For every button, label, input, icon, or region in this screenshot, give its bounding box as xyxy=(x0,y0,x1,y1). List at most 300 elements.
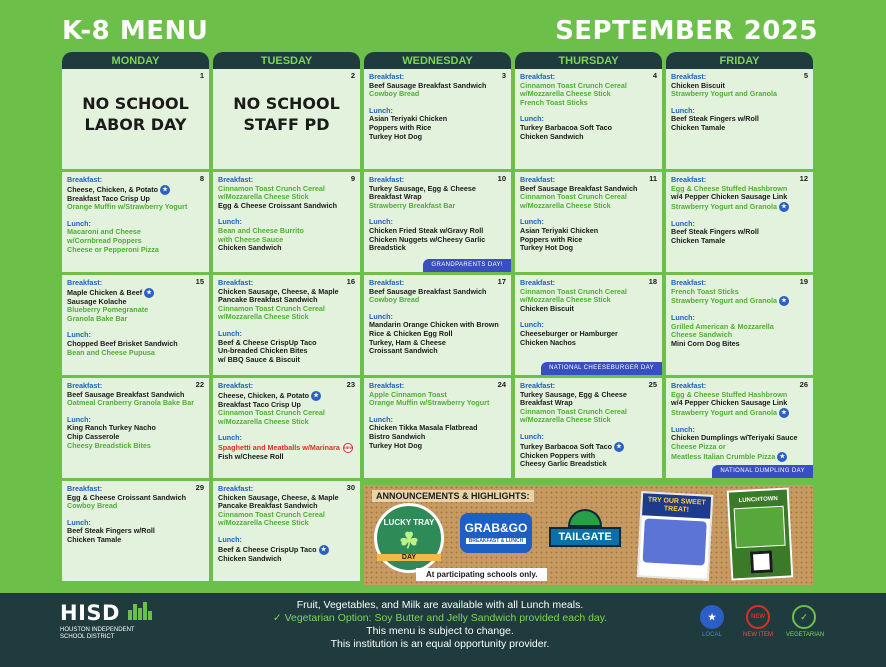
breakfast-item xyxy=(671,399,808,408)
month-title: SEPTEMBER 2025 xyxy=(555,16,818,46)
lunch-item xyxy=(369,244,506,253)
announcements-board xyxy=(364,485,813,585)
day-cell xyxy=(515,69,662,169)
breakfast-item-text: Cinnamon Toast Crunch Cereal xyxy=(520,406,627,416)
football-field-image xyxy=(734,506,786,549)
lunch-item xyxy=(520,339,657,348)
texas-icon: ★ xyxy=(779,296,789,306)
new-icon: NEW xyxy=(746,605,770,629)
day-number: 8 xyxy=(199,174,204,183)
breakfast-label: Breakfast: xyxy=(369,175,405,184)
day-header-thursday: THURSDAY xyxy=(515,52,662,69)
breakfast-item xyxy=(67,399,204,408)
footer-note-vegetarian-text: Vegetarian Option: Soy Butter and Jelly Sandwich provided each day. xyxy=(284,612,608,624)
breakfast-item xyxy=(218,418,355,427)
lunch-item-text: Mini Corn Dog Bites xyxy=(671,338,740,348)
sweet-treat-title: TRY OUR SWEET TREAT! xyxy=(642,493,711,519)
lucky-tray-label: LUCKY TRAY xyxy=(383,518,435,527)
lunch-label: Lunch: xyxy=(369,414,393,424)
day-cell xyxy=(213,481,360,581)
lunch-item-text: Rice & Chicken Egg Roll xyxy=(369,328,453,338)
breakfast-label: Breakfast: xyxy=(67,484,103,493)
lunch-item-text: Poppers with Rice xyxy=(369,122,432,132)
legend-new-item xyxy=(740,605,776,638)
breakfast-item-text: Cinnamon Toast Crunch Cereal xyxy=(520,80,627,90)
lunch-label: Lunch: xyxy=(671,218,695,228)
lunch-item-text: Macaroni and Cheese xyxy=(67,227,141,237)
day-cell xyxy=(666,275,813,375)
icon-legend xyxy=(694,605,825,638)
special-day-banner: NATIONAL DUMPLING DAY xyxy=(712,465,813,478)
lunch-item-text: Cheese Sandwich xyxy=(671,330,733,340)
breakfast-label: Breakfast: xyxy=(369,278,405,287)
breakfast-item-text: w/4 Pepper Chicken Sausage Link xyxy=(671,192,788,202)
vegetarian-icon: ✓ xyxy=(792,605,816,629)
lunch-item-text: Chicken Fried Steak w/Gravy Roll xyxy=(369,225,484,235)
lunch-item xyxy=(369,133,506,142)
lunch-label: Lunch: xyxy=(369,217,393,227)
lunch-item-text: with Cheese Sauce xyxy=(218,234,284,244)
treat-image xyxy=(643,518,707,565)
lunch-item-text: Chip Casserole xyxy=(67,431,120,441)
no-school-notice xyxy=(62,93,209,135)
no-school-line: LABOR DAY xyxy=(84,115,187,134)
breakfast-item xyxy=(67,203,204,212)
special-day-banner: GRANDPARENTS DAY! xyxy=(423,259,511,272)
texas-icon: ★ xyxy=(779,408,789,418)
lunch-item-text: Turkey Hot Dog xyxy=(369,440,422,450)
footer-note-equal-opportunity: This institution is an equal opportunity provider. xyxy=(330,638,550,650)
breakfast-item-text: Oatmeal Cranberry Granola Bake Bar xyxy=(67,398,195,408)
breakfast-item-text: w/Mozzarella Cheese Stick xyxy=(520,415,611,425)
breakfast-item xyxy=(218,202,355,211)
tailgate-title: TAILGATE xyxy=(549,527,621,547)
day-header-friday: FRIDAY xyxy=(666,52,813,69)
lunch-item-text: Cheese or Pepperoni Pizza xyxy=(67,244,159,254)
day-header-monday: MONDAY xyxy=(62,52,209,69)
breakfast-label: Breakfast: xyxy=(218,175,254,184)
lunch-item-text: Mandarin Orange Chicken with Brown xyxy=(369,320,499,330)
lunch-item xyxy=(671,237,808,246)
breakfast-item-text: Beef Sausage Breakfast Sandwich xyxy=(369,286,487,296)
breakfast-item-text: w/Mozzarella Cheese Stick xyxy=(218,518,309,528)
lunch-label: Lunch: xyxy=(67,517,91,527)
breakfast-item xyxy=(369,399,506,408)
breakfast-item-text: Breakfast Taco Crisp Up xyxy=(218,399,301,409)
texas-icon: ★ xyxy=(160,185,170,195)
day-cell xyxy=(213,69,360,169)
day-cell xyxy=(213,172,360,272)
no-school-line: STAFF PD xyxy=(243,115,330,134)
breakfast-label: Breakfast: xyxy=(520,72,556,81)
lunch-item-text: Croissant Sandwich xyxy=(369,346,438,356)
breakfast-item xyxy=(218,313,355,322)
skyline-icon xyxy=(128,602,153,625)
lunch-item-text: Chicken Tamale xyxy=(671,122,726,132)
legend-new-label: NEW ITEM xyxy=(743,632,773,638)
breakfast-item xyxy=(671,296,808,306)
day-cell xyxy=(364,275,511,375)
breakfast-label: Breakfast: xyxy=(67,175,103,184)
no-school-line: NO SCHOOL xyxy=(233,94,340,113)
lunch-item-text: Beef Steak Fingers w/Roll xyxy=(671,227,759,237)
lunch-item xyxy=(671,124,808,133)
day-number: 19 xyxy=(799,277,808,286)
day-cell xyxy=(62,481,209,581)
breakfast-label: Breakfast: xyxy=(218,484,254,493)
breakfast-label: Breakfast: xyxy=(671,72,707,81)
lunch-label: Lunch: xyxy=(520,217,544,227)
day-number: 10 xyxy=(497,174,506,183)
footer xyxy=(0,593,886,667)
grill-icon xyxy=(568,509,602,527)
lunch-item-text: Turkey Hot Dog xyxy=(369,131,422,141)
hisd-wordmark: HISD xyxy=(60,601,120,625)
day-cell xyxy=(515,172,662,272)
lunch-item-text: Chicken Tamale xyxy=(671,235,726,245)
day-cell xyxy=(666,172,813,272)
breakfast-item-text: Turkey Sausage, Egg & Cheese xyxy=(520,389,627,399)
breakfast-item-text: Cinnamon Toast Crunch Cereal xyxy=(520,286,627,296)
breakfast-item xyxy=(520,416,657,425)
breakfast-item-text: w/Mozzarella Cheese Stick xyxy=(218,192,309,202)
lunch-label: Lunch: xyxy=(67,218,91,228)
special-day-banner: NATIONAL CHEESEBURGER DAY xyxy=(541,362,662,375)
breakfast-item-text: Breakfast Taco Crisp Up xyxy=(67,193,150,203)
day-number: 25 xyxy=(648,380,657,389)
day-number: 15 xyxy=(195,277,204,286)
breakfast-item-text: Chicken Biscuit xyxy=(671,80,725,90)
lunch-item-text: w/Cornbread Poppers xyxy=(67,235,142,245)
day-cell xyxy=(213,275,360,375)
breakfast-item-text: Granola Bake Bar xyxy=(67,313,128,323)
day-number: 24 xyxy=(497,380,506,389)
day-cell xyxy=(515,275,662,375)
breakfast-item-text: Apple Cinnamon Toast xyxy=(369,389,447,399)
day-cell xyxy=(62,69,209,169)
lunch-item-text: w/ BBQ Sauce & Biscuit xyxy=(218,354,300,364)
lunch-item-text: Chicken Dumplings w/Teriyaki Sauce xyxy=(671,433,798,443)
lunch-item-text: Chicken Poppers with xyxy=(520,450,596,460)
lunch-item xyxy=(671,443,808,452)
day-cell xyxy=(666,69,813,169)
lunch-item-text: Chicken Nuggets w/Cheesy Garlic xyxy=(369,234,486,244)
lunch-item-text: Asian Teriyaki Chicken xyxy=(369,114,448,124)
breakfast-item-text: Cheese, Chicken, & Potato xyxy=(67,184,159,194)
breakfast-item-text: w/Mozzarella Cheese Stick xyxy=(218,312,309,322)
participating-schools-note: At participating schools only. xyxy=(416,568,547,581)
breakfast-item-text: Chicken Sausage, Cheese, & Maple xyxy=(218,286,339,296)
lunch-item-text: Asian Teriyaki Chicken xyxy=(520,225,599,235)
legend-local-label: LOCAL xyxy=(702,632,722,638)
lunch-item-text: Grilled American & Mozzarella xyxy=(671,321,774,331)
district-name xyxy=(60,627,153,641)
day-header-tuesday: TUESDAY xyxy=(213,52,360,69)
day-number: 1 xyxy=(199,71,204,80)
grab-and-go-logo xyxy=(460,513,532,553)
breakfast-item-text: Strawberry Breakfast Bar xyxy=(369,200,456,210)
breakfast-item-text: Orange Muffin w/Strawberry Yogurt xyxy=(67,202,188,212)
lunch-item xyxy=(671,340,808,349)
lunch-label: Lunch: xyxy=(520,431,544,441)
day-cell xyxy=(62,172,209,272)
lunch-item-text: Turkey Hot Dog xyxy=(520,243,573,253)
lunch-item xyxy=(520,244,657,253)
breakfast-item xyxy=(520,305,657,314)
day-number: 3 xyxy=(501,71,506,80)
breakfast-item-text: Turkey Sausage, Egg & Cheese xyxy=(369,183,476,193)
lunch-label: Lunch: xyxy=(369,311,393,321)
lunch-item xyxy=(67,536,204,545)
breakfast-label: Breakfast: xyxy=(218,381,254,390)
day-cell xyxy=(515,378,662,478)
texas-icon: ★ xyxy=(319,545,329,555)
breakfast-item-text: Maple Chicken & Beef xyxy=(67,287,143,297)
breakfast-label: Breakfast: xyxy=(369,381,405,390)
lunch-item-text: Fish w/Cheese Roll xyxy=(218,451,284,461)
breakfast-item-text: w/Mozzarella Cheese Stick xyxy=(520,200,611,210)
breakfast-item-text: French Toast Sticks xyxy=(671,286,739,296)
legend-vegetarian-label: VEGETARIAN xyxy=(786,632,825,638)
lunch-item-text: Bean and Cheese Burrito xyxy=(218,225,304,235)
day-cell xyxy=(364,69,511,169)
breakfast-item-text: w/4 Pepper Chicken Sausage Link xyxy=(671,398,788,408)
tailgate-logo xyxy=(549,509,621,561)
breakfast-item xyxy=(218,519,355,528)
breakfast-label: Breakfast: xyxy=(218,278,254,287)
clover-icon: ☘ xyxy=(399,528,419,553)
breakfast-label: Breakfast: xyxy=(671,175,707,184)
legend-local xyxy=(694,605,730,638)
day-number: 23 xyxy=(346,380,355,389)
breakfast-label: Breakfast: xyxy=(671,381,707,390)
lucky-day-label: DAY xyxy=(377,554,441,561)
breakfast-item xyxy=(671,408,808,418)
lunch-item-text: Chicken Sandwich xyxy=(218,243,282,253)
day-cell xyxy=(62,275,209,375)
breakfast-item-text: Breakfast Wrap xyxy=(520,398,573,408)
breakfast-item xyxy=(671,288,808,297)
lunch-item-text: Cheesy Breadstick Bites xyxy=(67,440,151,450)
breakfast-item xyxy=(369,202,506,211)
lunch-item-text: Poppers with Rice xyxy=(520,234,583,244)
day-cell xyxy=(666,378,813,478)
lunch-label: Lunch: xyxy=(369,105,393,115)
lunch-item-text: King Ranch Turkey Nacho xyxy=(67,423,156,433)
lunch-item xyxy=(218,244,355,253)
lunch-item-text: Bean and Cheese Pupusa xyxy=(67,347,155,357)
day-header-wednesday: WEDNESDAY xyxy=(364,52,511,69)
footer-note-fruit: Fruit, Vegetables, and Milk are available with all Lunch meals. xyxy=(296,599,584,611)
district-name-line2: SCHOOL DISTRICT xyxy=(60,634,115,640)
hisd-logo xyxy=(60,601,153,641)
day-number: 30 xyxy=(346,483,355,492)
lunch-item-text: Meatless Italian Crumble Pizza xyxy=(671,451,776,461)
lunch-item-text: Turkey, Ham & Cheese xyxy=(369,337,446,347)
breakfast-item-text: Beef Sausage Breakfast Sandwich xyxy=(369,80,487,90)
breakfast-label: Breakfast: xyxy=(671,278,707,287)
day-number: 18 xyxy=(648,277,657,286)
lunch-label: Lunch: xyxy=(218,217,242,227)
breakfast-item-text: Cinnamon Toast Crunch Cereal xyxy=(218,509,325,519)
footer-note-change: This menu is subject to change. xyxy=(366,625,514,637)
lunch-item xyxy=(520,460,657,469)
footer-notes xyxy=(200,599,680,651)
breakfast-item xyxy=(67,315,204,324)
day-number: 11 xyxy=(649,174,657,183)
lunch-item xyxy=(520,133,657,142)
lunch-item-text: Beef & Cheese CrispUp Taco xyxy=(218,337,317,347)
day-number: 16 xyxy=(346,277,355,286)
lunch-label: Lunch: xyxy=(520,114,544,124)
lunchtown-poster xyxy=(727,487,794,580)
day-number: 9 xyxy=(350,174,355,183)
breakfast-item-text: Egg & Cheese Stuffed Hashbrown xyxy=(671,183,788,193)
lunch-item-text: Chicken Sandwich xyxy=(218,553,282,563)
day-number: 2 xyxy=(350,71,355,80)
sweet-treat-poster xyxy=(637,491,713,581)
breakfast-item-text: Beef Sausage Breakfast Sandwich xyxy=(520,183,638,193)
lunch-label: Lunch: xyxy=(671,424,695,434)
lunch-item-text: Beef Steak Fingers w/Roll xyxy=(67,526,155,536)
lunch-item xyxy=(67,246,204,255)
page-title: K-8 MENU xyxy=(62,16,209,46)
lunch-label: Lunch: xyxy=(67,414,91,424)
breakfast-item-text: Chicken Sausage, Cheese, & Maple xyxy=(218,492,339,502)
breakfast-item-text: Breakfast Wrap xyxy=(369,192,422,202)
lunch-item xyxy=(67,442,204,451)
day-cell xyxy=(364,378,511,478)
lunch-item-text: Beef Steak Fingers w/Roll xyxy=(671,114,759,124)
lunch-label: Lunch: xyxy=(671,105,695,115)
lunch-item xyxy=(67,349,204,358)
breakfast-label: Breakfast: xyxy=(520,175,556,184)
breakfast-item-text: Pancake Breakfast Sandwich xyxy=(218,501,318,511)
day-number: 4 xyxy=(652,71,657,80)
lunch-item-text: Chicken Nachos xyxy=(520,337,576,347)
weekday-header-row xyxy=(62,52,813,69)
lunchtown-title: LUNCHTOWN xyxy=(738,496,778,505)
announcements-title: ANNOUNCEMENTS & HIGHLIGHTS: xyxy=(372,490,534,502)
lunch-item xyxy=(369,347,506,356)
lunch-item-text: Turkey Barbacoa Soft Taco xyxy=(520,122,612,132)
no-school-notice xyxy=(213,93,360,135)
breakfast-item xyxy=(520,99,657,108)
district-name-line1: HOUSTON INDEPENDENT xyxy=(60,627,135,633)
breakfast-item-text: Chicken Biscuit xyxy=(520,303,574,313)
breakfast-item-text: w/Mozzarella Cheese Stick xyxy=(218,416,309,426)
day-number: 26 xyxy=(799,380,808,389)
lunch-label: Lunch: xyxy=(67,330,91,340)
lunch-item-text: Chicken Sandwich xyxy=(520,131,584,141)
footer-note-vegetarian xyxy=(200,612,680,625)
day-cell xyxy=(213,378,360,478)
lunch-item-text: Breadstick xyxy=(369,243,406,253)
grab-and-go-title: GRAB&GO xyxy=(464,521,528,535)
breakfast-label: Breakfast: xyxy=(67,381,103,390)
breakfast-item xyxy=(369,296,506,305)
legend-vegetarian xyxy=(786,605,825,638)
breakfast-label: Breakfast: xyxy=(369,72,405,81)
breakfast-item-text: Sausage Kolache xyxy=(67,296,127,306)
day-number: 29 xyxy=(195,483,204,492)
breakfast-item-text: Cowboy Bread xyxy=(369,89,420,99)
breakfast-item-text: French Toast Sticks xyxy=(520,97,588,107)
day-number: 12 xyxy=(799,174,808,183)
day-number: 22 xyxy=(195,380,204,389)
breakfast-item-text: Blueberry Pomegranate xyxy=(67,305,149,315)
breakfast-label: Breakfast: xyxy=(67,278,103,287)
day-number: 17 xyxy=(497,277,506,286)
breakfast-item-text: Orange Muffin w/Strawberry Yogurt xyxy=(369,398,490,408)
texas-icon: ★ xyxy=(779,202,789,212)
lunch-item-text: Un-breaded Chicken Bites xyxy=(218,346,308,356)
breakfast-item-text: Egg & Cheese Croissant Sandwich xyxy=(218,200,338,210)
breakfast-item-text: Cowboy Bread xyxy=(369,295,420,305)
texas-icon: ★ xyxy=(311,391,321,401)
lunch-item-text: Turkey Barbacoa Soft Taco xyxy=(520,441,612,451)
breakfast-label: Breakfast: xyxy=(520,381,556,390)
breakfast-item xyxy=(671,202,808,212)
lunch-item-text: Chicken Tamale xyxy=(67,534,122,544)
lunch-item-text: Cheesy Garlic Breadstick xyxy=(520,459,607,469)
breakfast-item xyxy=(369,90,506,99)
lunch-item-text: Cheese Pizza or xyxy=(671,441,726,451)
lunch-item-text: Bistro Sandwich xyxy=(369,431,426,441)
breakfast-item-text: w/Mozzarella Cheese Stick xyxy=(520,89,611,99)
breakfast-item-text: Cowboy Bread xyxy=(67,501,118,511)
new-icon: NEW xyxy=(343,443,353,453)
lunch-item xyxy=(671,452,808,462)
lunch-item-text: Beef & Cheese CrispUp Taco xyxy=(218,544,317,554)
lunch-item xyxy=(369,442,506,451)
breakfast-item xyxy=(520,202,657,211)
breakfast-item-text: Cinnamon Toast Crunch Cereal xyxy=(520,192,627,202)
lunch-item-text: Chicken Tikka Masala Flatbread xyxy=(369,423,478,433)
texas-icon: ★ xyxy=(777,452,787,462)
lunch-item-text: Chopped Beef Brisket Sandwich xyxy=(67,338,178,348)
breakfast-item xyxy=(67,502,204,511)
grab-and-go-subtitle: BREAKFAST & LUNCH xyxy=(466,538,526,544)
breakfast-item-text: w/Mozzarella Cheese Stick xyxy=(520,295,611,305)
breakfast-item xyxy=(671,90,808,99)
breakfast-item-text: Egg & Cheese Croissant Sandwich xyxy=(67,492,187,502)
lunch-label: Lunch: xyxy=(671,313,695,323)
day-cell xyxy=(364,172,511,272)
lunch-item-text: Spaghetti and Meatballs w/Marinara xyxy=(218,442,340,452)
breakfast-item-text: Pancake Breakfast Sandwich xyxy=(218,295,318,305)
lunch-item xyxy=(218,356,355,365)
breakfast-item-text: Egg & Cheese Stuffed Hashbrown xyxy=(671,389,788,399)
lunch-item xyxy=(218,555,355,564)
texas-icon: ★ xyxy=(144,288,154,298)
breakfast-item-text: Strawberry Yogurt and Granola xyxy=(671,296,777,306)
breakfast-item-text: Cinnamon Toast Crunch Cereal xyxy=(218,183,325,193)
breakfast-item-text: Cinnamon Toast Crunch Cereal xyxy=(218,408,325,418)
breakfast-item-text: Strawberry Yogurt and Granola xyxy=(671,89,777,99)
breakfast-label: Breakfast: xyxy=(520,278,556,287)
texas-icon: ★ xyxy=(700,605,724,629)
qr-code-icon xyxy=(750,550,773,573)
vegetarian-icon: ✓ xyxy=(272,612,285,624)
lunch-label: Lunch: xyxy=(218,433,242,443)
lunch-item xyxy=(218,453,355,462)
lunch-label: Lunch: xyxy=(520,320,544,330)
day-cell xyxy=(62,378,209,478)
lunch-label: Lunch: xyxy=(218,328,242,338)
breakfast-item-text: Strawberry Yogurt and Granola xyxy=(671,201,777,211)
lucky-tray-day-badge xyxy=(374,503,444,573)
